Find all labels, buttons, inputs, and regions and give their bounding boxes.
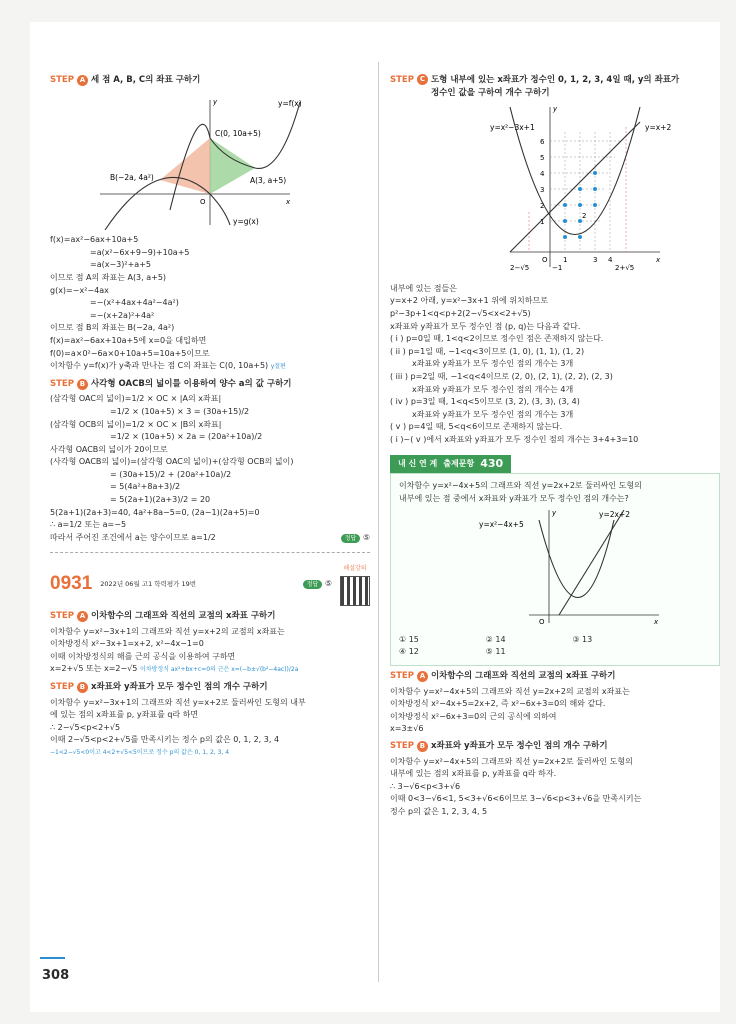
point-1-0 bbox=[563, 235, 567, 239]
q0931-step-b-solution: 이차함수 y=x²−3x+1의 그래프와 직선 y=x+2로 둘러싸인 도형의 내부 에 있는 점의 x좌표를 p, y좌표를 q라 하면 ∴ 2−√5<p<2+√5 이때 2−√5<p<2+√5를 만족시키는 정수 p의 값은 0, 1, 2, 3, 4 −1<2−√5<0이고 4<2+√5<5이므로 정수 p의 값은 0, 1, 2, 3, 4 bbox=[50, 697, 370, 760]
left-column bbox=[50, 22, 370, 760]
page-number: 308 bbox=[42, 968, 70, 983]
point-a-label: A(3, a+5) bbox=[250, 175, 287, 185]
svg-text:x: x bbox=[656, 256, 661, 265]
qr-block[interactable] bbox=[340, 563, 370, 606]
graph1-y-label: y bbox=[213, 97, 218, 106]
step-c-solution: 내부에 있는 점들은 y=x+2 아래, y=x²−3x+1 위에 위치하므로 p²−3p+1<q<p+2(2−√5<x<2+√5) x좌표와 y좌표가 모두 정수인 점 (p, q)는 다음과 같다. ( i ) p=0일 때, 1<q<2이므로 정수인 점은 존재하지 않는다. ( ii ) p=1일 때, −1<q<3이므로 (1, 0), (1, 1), (1, 2) x좌표와 y좌표가 모두 정수인 점의 개수는 3개 ( iii ) p=2일 때, −1<q<4이므로 (2, 0), (2, 1), (2, 2), (2, 3) x좌표와 y좌표가 모두 정수인 점의 개수는 4개 ( iv ) p=3일 때, 1<q<5이므로 (3, 2), (3, 3), (3, 4) x좌표와 y좌표가 모두 정수인 점의 개수는 3개 ( v ) p=4일 때, 5<q<6이므로 존재하지 않는다. ( i )~( v )에서 x좌표와 y좌표가 모두 정수인 점의 개수는 3+4+3=10 bbox=[390, 283, 639, 444]
related-question-banner: 내 신 연 계 출제문항 430 bbox=[390, 455, 511, 474]
point-3-2 bbox=[593, 203, 597, 207]
related-step-b-solution: 이차함수 y=x²−4x+5의 그래프와 직선 y=2x+2로 둘러싸인 도형의 내부에 있는 점의 x좌표를 p, y좌표를 q라 하자. ∴ 3−√6<p<3+√6 이때 0<3−√6<1, 5<3+√6<6이므로 3−√6<p<3+√6을 만족시키는 정수 p의 값은 1, 2, 3, 4, 5 bbox=[390, 756, 642, 816]
page bbox=[30, 22, 720, 1012]
svg-text:3: 3 bbox=[593, 256, 598, 265]
point-2-3 bbox=[578, 187, 582, 191]
answer-choices bbox=[399, 634, 659, 659]
question-0931-header bbox=[50, 552, 370, 606]
step-a-solution: f(x)=ax²−6ax+10a+5 =a(x²−6x+9−9)+10a+5 =a(x−3)²+a+5 이므로 점 A의 좌표는 A(3, a+5) g(x)=−x²−4ax =−(x²+4ax+4a²−4a²) =−(x+2a)²+4a² 이므로 점 B의 좌표는 B(−2a, 4a²) f(x)=ax²−6ax+10a+5에 x=0을 대입하면 f(0)=a×0²−6a×0+10a+5=10a+5이므로 이차함수 y=f(x)가 y축과 만나는 점 C의 좌표는 C(0, 10a+5) y절편 bbox=[50, 235, 286, 371]
question-answer-badge: 정답 ⑤ bbox=[303, 578, 332, 591]
q0931-step-a-solution: 이차함수 y=x²−3x+1의 그래프와 직선 y=x+2의 교점의 x좌표는 이차방정식 x²−3x+1=x+2, x²−4x−1=0 이때 이차방정식의 해를 근의 공식을 이용하여 구하면 x=2+√5 또는 x=2−√5 이차방정식 ax²+bx+c=0의 근은 x=(−b±√(b²−4ac))/2a bbox=[50, 626, 299, 674]
svg-text:O: O bbox=[539, 618, 545, 626]
quadratic-formula-note: 이차방정식 ax²+bx+c=0의 근은 x=(−b±√(b²−4ac))/2a bbox=[139, 666, 299, 674]
svg-text:5: 5 bbox=[540, 154, 545, 163]
point-2-2 bbox=[578, 203, 582, 207]
svg-text:2: 2 bbox=[582, 212, 587, 221]
choice-3[interactable]: ③ 13 bbox=[572, 634, 593, 644]
svg-text:1: 1 bbox=[563, 256, 568, 265]
graph1-f-label: y=f(x) bbox=[278, 98, 302, 108]
step-a-heading: STEP A 세 점 A, B, C의 좌표 구하기 bbox=[50, 75, 201, 85]
qr-code-icon[interactable] bbox=[340, 576, 370, 606]
svg-text:2: 2 bbox=[540, 202, 545, 211]
curve-label: y=x²−3x+1 bbox=[490, 123, 535, 133]
graph-related bbox=[399, 505, 699, 625]
svg-text:1: 1 bbox=[540, 218, 545, 227]
page-number-bar bbox=[40, 957, 65, 959]
line-label: y=x+2 bbox=[645, 123, 672, 133]
choice-2[interactable]: ② 14 bbox=[485, 634, 506, 644]
svg-text:4: 4 bbox=[608, 256, 613, 265]
step-b-heading: STEP B 사각형 OACB의 넓이를 이용하여 양수 a의 값 구하기 bbox=[50, 378, 292, 389]
point-c-label: C(0, 10a+5) bbox=[215, 128, 261, 138]
svg-text:2−√5: 2−√5 bbox=[510, 264, 530, 273]
q0931-step-a-heading: STEP A 이차함수의 그래프와 직선의 교점의 x좌표 구하기 bbox=[50, 611, 276, 622]
qr-label: 해설강의 bbox=[343, 565, 367, 573]
svg-text:y: y bbox=[553, 105, 558, 114]
question-source: 2022년 06월 고1 학력평가 19번 bbox=[100, 580, 196, 589]
step-a-title: 세 점 A, B, C의 좌표 구하기 bbox=[90, 75, 201, 85]
integer-p-note: −1<2−√5<0이고 4<2+√5<5이므로 정수 p의 값은 0, 1, 2, 3, 4 bbox=[50, 748, 230, 756]
related-step-a-heading: STEP A 이차함수의 그래프와 직선의 교점의 x좌표 구하기 bbox=[390, 671, 616, 682]
q0931-step-b-heading: STEP B x좌표와 y좌표가 모두 정수인 점의 개수 구하기 bbox=[50, 682, 268, 692]
graph1-x-label: x bbox=[286, 197, 291, 206]
point-2-0 bbox=[578, 235, 582, 239]
svg-text:y: y bbox=[552, 509, 557, 518]
point-3-4 bbox=[593, 171, 597, 175]
step-b-title: 사각형 OACB의 넓이를 이용하여 양수 a의 값 구하기 bbox=[90, 378, 292, 389]
question-number: 0931 bbox=[50, 573, 93, 595]
svg-text:4: 4 bbox=[540, 170, 545, 179]
svg-text:3: 3 bbox=[540, 186, 545, 195]
related-step-a-solution: 이차함수 y=x²−4x+5의 그래프와 직선 y=2x+2의 교점의 x좌표는 이차방정식 x²−4x+5=2x+2, 즉 x²−6x+3=0의 해와 같다. 이차방정식 x²−6x+3=0의 근의 공식에 의하여 x=3±√6 bbox=[390, 686, 630, 734]
svg-text:6: 6 bbox=[540, 138, 545, 147]
right-column bbox=[390, 22, 720, 819]
y-intercept-note: y절편 bbox=[270, 363, 286, 371]
svg-text:−1: −1 bbox=[552, 264, 563, 273]
point-3-3 bbox=[593, 187, 597, 191]
point-b-label: B(−2a, 4a²) bbox=[110, 172, 154, 182]
choice-4[interactable]: ④ 12 bbox=[399, 647, 419, 657]
svg-text:2+√5: 2+√5 bbox=[615, 264, 635, 273]
triangle-ocb bbox=[160, 138, 210, 194]
line-2x-plus-2 bbox=[559, 510, 624, 615]
choice-1[interactable]: ① 15 bbox=[399, 634, 419, 644]
point-1-2 bbox=[563, 203, 567, 207]
step-c-heading: STEP C 도형 내부에 있는 x좌표가 정수인 0, 1, 2, 3, 4일 때, y의 좌표가 정수인 값을 구하여 개수 구하기 bbox=[390, 75, 680, 98]
graph-f-g bbox=[50, 90, 350, 230]
line-x-plus-2 bbox=[510, 122, 640, 252]
svg-text:y=2x+2: y=2x+2 bbox=[599, 510, 630, 520]
related-step-b-heading: STEP B x좌표와 y좌표가 모두 정수인 점의 개수 구하기 bbox=[390, 741, 608, 752]
svg-text:y=x²−4x+5: y=x²−4x+5 bbox=[479, 520, 524, 530]
origin-label: O bbox=[200, 197, 206, 206]
column-divider bbox=[378, 62, 379, 982]
related-question-box: 이차함수 y=x²−4x+5의 그래프와 직선 y=2x+2로 둘러싸인 도형의 내부에 있는 점 중에서 x좌표와 y좌표가 모두 정수인 점의 개수는? y=2x+2 y=x²−4x+5 y x O ① 15 ② 14 ③ 13 ④ 12 ⑤ 11 bbox=[390, 473, 720, 666]
choice-5[interactable]: ⑤ 11 bbox=[485, 647, 506, 657]
graph-integer-points bbox=[390, 102, 690, 272]
step-b-solution: (삼각형 OAC의 넓이)=1/2 × OC × |A의 x좌표| =1/2 × (10a+5) × 3 = (30a+15)/2 (삼각형 OCB의 넓이)=1/2 × OC × |B의 x좌표| =1/2 × (10a+5) × 2a = (20a²+10a)/2 사각형 OACB의 넓이가 20이므로 (사각형 OACB의 넓이)=(삼각형 OAC의 넓이)+(삼각형 OCB의 넓이) = (30a+15)/2 + (20a²+10a)/2 = 5(4a²+8a+3)/2 = 5(2a+1)(2a+3)/2 = 20 5(2a+1)(2a+3)=40, 4a²+8a−5=0, (2a−1)(2a+5)=0 ∴ a=1/2 또는 a=−5 따라서 주어진 조건에서 a는 양수이므로 a=1/2 정답 ⑤ bbox=[50, 393, 370, 544]
svg-text:O: O bbox=[542, 256, 548, 265]
svg-text:x: x bbox=[654, 618, 659, 626]
step-c-title: 도형 내부에 있는 x좌표가 정수인 0, 1, 2, 3, 4일 때, y의 좌표가 정수인 값을 구하여 개수 구하기 bbox=[430, 75, 680, 98]
point-1-1 bbox=[563, 219, 567, 223]
answer-badge: 정답 ⑤ bbox=[341, 532, 370, 545]
graph1-g-label: y=g(x) bbox=[233, 216, 259, 226]
